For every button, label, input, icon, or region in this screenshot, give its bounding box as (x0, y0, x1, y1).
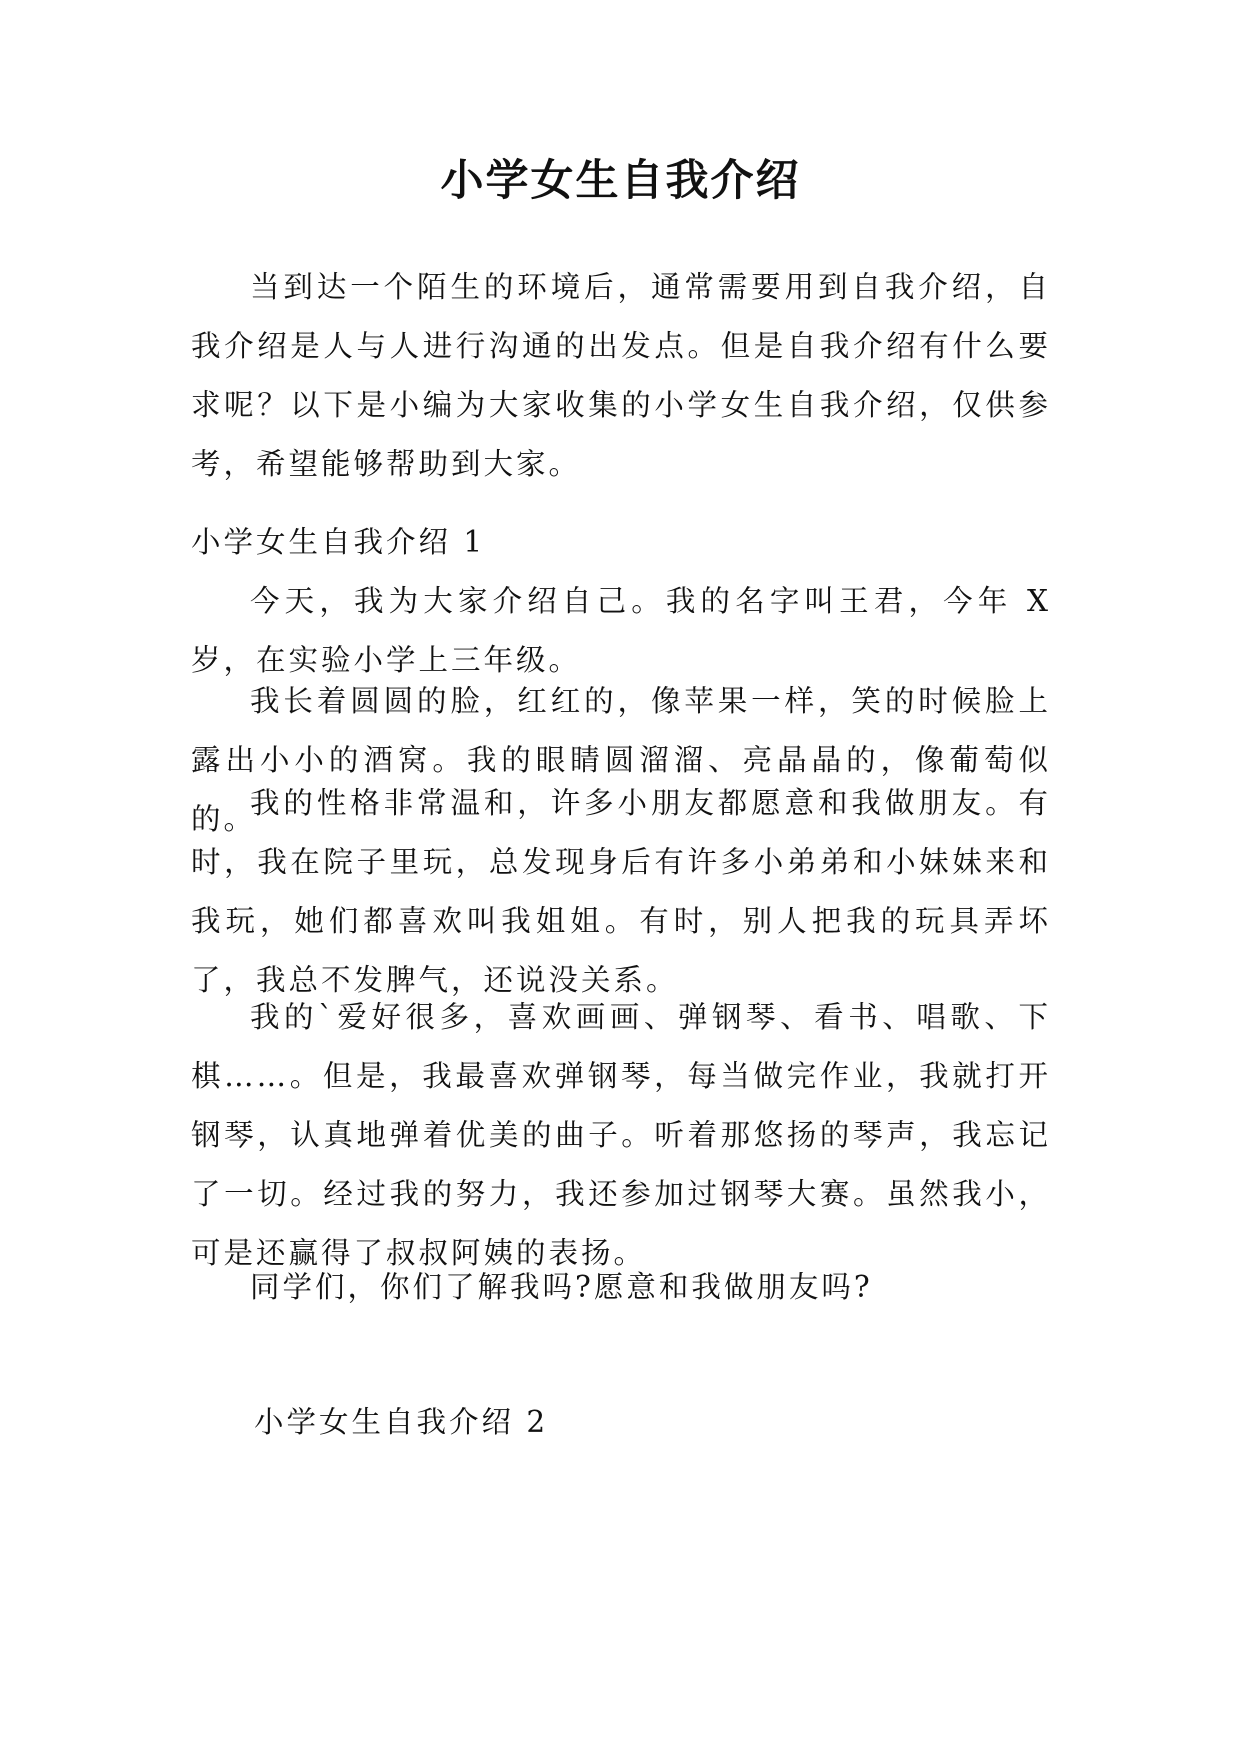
section-1-paragraph-3: 我的性格非常温和，许多小朋友都愿意和我做朋友。有时，我在院子里玩，总发现身后有许多小弟弟和小妹妹来和我玩，她们都喜欢叫我姐姐。有时，别人把我的玩具弄坏了，我总不发脾气，还说没关系。 (191, 786, 1051, 997)
section-1-heading: 小学女生自我介绍 1 (191, 525, 486, 559)
intro-paragraph: 当到达一个陌生的环境后，通常需要用到自我介绍，自我介绍是人与人进行沟通的出发点。但是自我介绍有什么要求呢？以下是小编为大家收集的小学女生自我介绍，仅供参考，希望能够帮助到大家。 (191, 270, 1051, 481)
section-1-paragraph-4: 我的`爱好很多，喜欢画画、弹钢琴、看书、唱歌、下棋……。但是，我最喜欢弹钢琴，每当做完作业，我就打开钢琴，认真地弹着优美的曲子。听着那悠扬的琴声，我忘记了一切。经过我的努力，我还参加过钢琴大赛。虽然我小，可是还赢得了叔叔阿姨的表扬。 (191, 1000, 1051, 1270)
document-title: 小学女生自我介绍 (440, 156, 801, 206)
section-1-paragraph-2: 我长着圆圆的脸，红红的，像苹果一样，笑的时候脸上露出小小的酒窝。我的眼睛圆溜溜、亮晶晶的，像葡萄似的。 (191, 684, 1051, 836)
section-1-paragraph-5: 同学们，你们了解我吗?愿意和我做朋友吗? (250, 1270, 873, 1304)
section-2-heading: 小学女生自我介绍 2 (254, 1405, 549, 1439)
section-1-paragraph-1: 今天，我为大家介绍自己。我的名字叫王君，今年 X 岁，在实验小学上三年级。 (191, 584, 1051, 677)
